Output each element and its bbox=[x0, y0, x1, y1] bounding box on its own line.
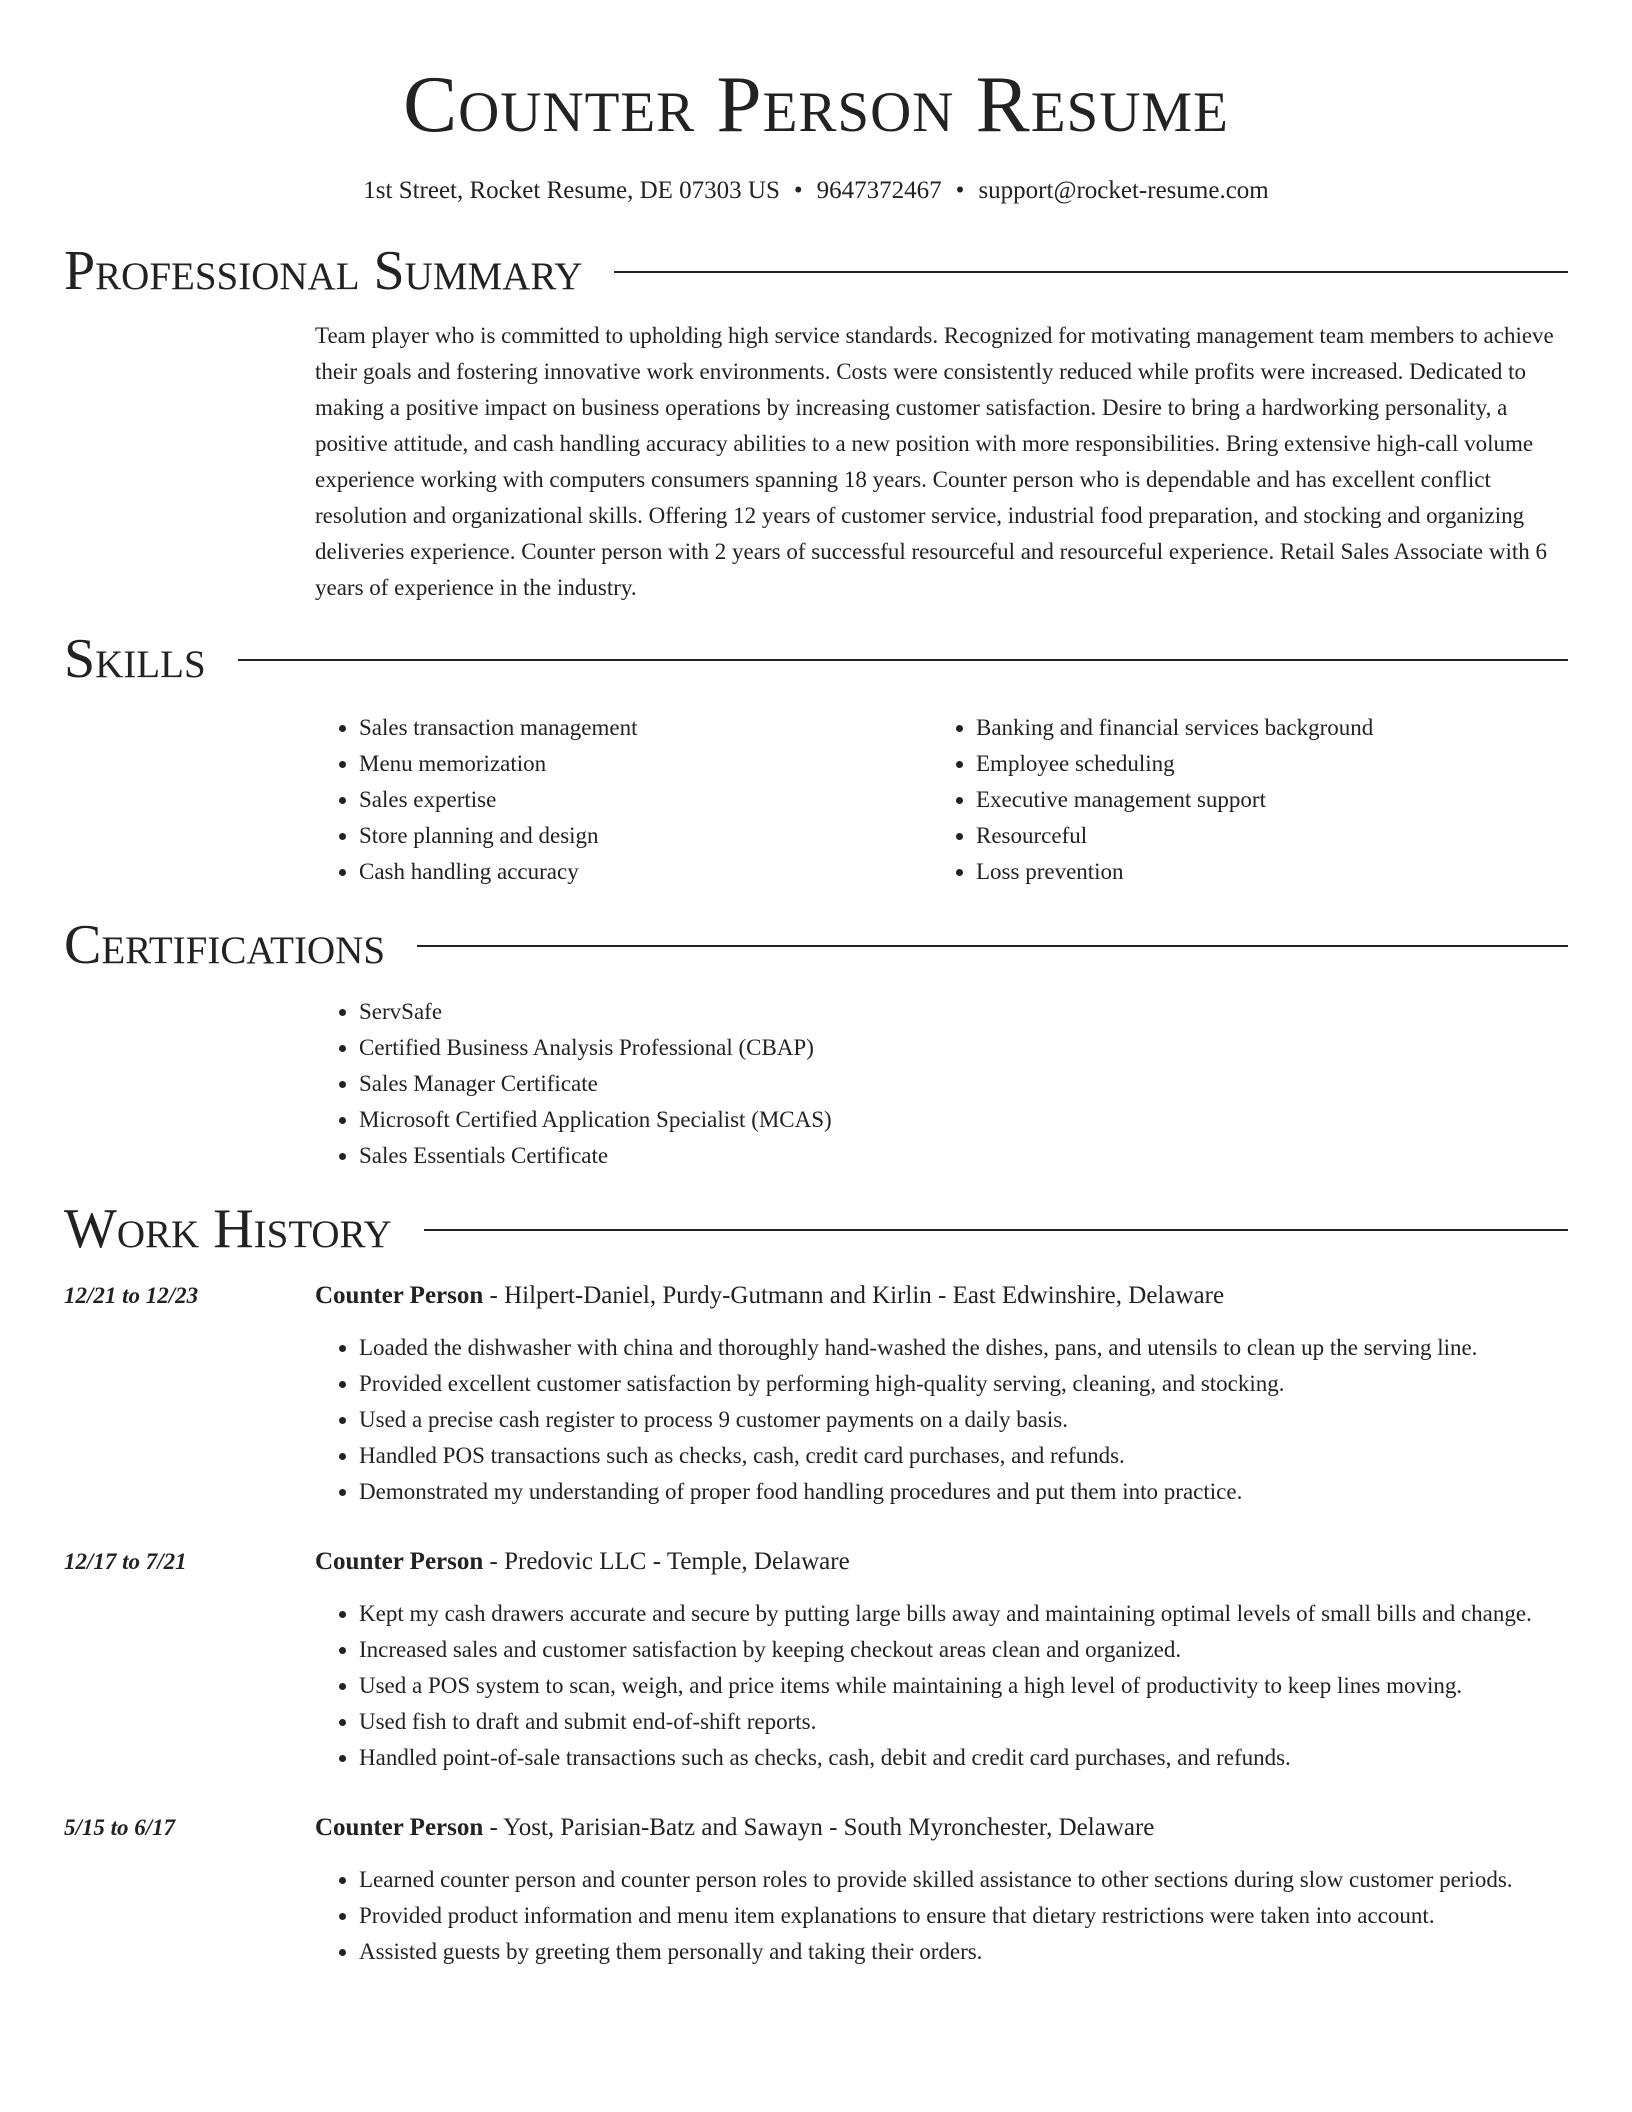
list-item: • Menu memorization bbox=[359, 746, 932, 782]
skills-section-header bbox=[64, 624, 1568, 694]
job-title: Counter Person bbox=[315, 1548, 484, 1575]
job-bullets bbox=[315, 1330, 1568, 1510]
job-bullets bbox=[315, 1862, 1568, 1970]
section-divider bbox=[417, 945, 1568, 947]
list-item: • Sales Manager Certificate bbox=[359, 1066, 1568, 1102]
list-item: • Resourceful bbox=[976, 818, 1549, 854]
job-company: - Predovic LLC - Temple, Delaware bbox=[483, 1548, 850, 1575]
summary-heading: Professional Summary bbox=[64, 240, 583, 302]
job-details bbox=[315, 1810, 1568, 1970]
job-title-line bbox=[315, 1810, 1568, 1846]
summary-section bbox=[315, 318, 1568, 606]
work-history-heading: Work History bbox=[64, 1198, 392, 1260]
list-item: • ServSafe bbox=[359, 994, 1568, 1030]
list-item: • Used a precise cash register to process 9 customer payments on a daily basis. bbox=[359, 1402, 1568, 1438]
job-title-line bbox=[315, 1278, 1568, 1314]
summary-text: Team player who is committed to upholding high service standards. Recognized for motivating management team members to achieve their goals and fostering innovative work environments. Costs were consistently reduced while profits were increased. Dedicated to making a positive impact on business operations by increasing customer satisfaction. Desire to bring a hardworking personality, a positive attitude, and cash handling accuracy abilities to a new position with more responsibilities. Bring extensive high-call volume experience working with computers consumers spanning 18 years. Counter person who is dependable and has excellent conflict resolution and organizational skills. Offering 12 years of customer service, industrial food preparation, and stocking and organizing deliveries experience. Counter person with 2 years of successful resourceful and resourceful experience. Retail Sales Associate with 6 years of experience in the industry. bbox=[315, 323, 1554, 600]
job-company: - Hilpert-Daniel, Purdy-Gutmann and Kirlin - East Edwinshire, Delaware bbox=[483, 1282, 1225, 1309]
contact-separator: • bbox=[955, 177, 965, 204]
contact-line bbox=[64, 174, 1568, 208]
contact-phone: 9647372467 bbox=[816, 177, 942, 204]
list-item: • Assisted guests by greeting them personally and taking their orders. bbox=[359, 1934, 1568, 1970]
work-history-section-header bbox=[64, 1194, 1568, 1264]
list-item: • Demonstrated my understanding of proper food handling procedures and put them into practice. bbox=[359, 1474, 1568, 1510]
list-item: • Handled point-of-sale transactions such as checks, cash, debit and credit card purchases, and refunds. bbox=[359, 1740, 1568, 1776]
job-entry bbox=[64, 1278, 1568, 1510]
certifications-section bbox=[315, 994, 1568, 1174]
list-item: • Store planning and design bbox=[359, 818, 932, 854]
certifications-list bbox=[315, 994, 1568, 1174]
list-item: • Cash handling accuracy bbox=[359, 854, 932, 890]
list-item: • Sales expertise bbox=[359, 782, 932, 818]
list-item: • Loss prevention bbox=[976, 854, 1549, 890]
list-item: • Microsoft Certified Application Specialist (MCAS) bbox=[359, 1102, 1568, 1138]
job-title: Counter Person bbox=[315, 1814, 484, 1841]
resume-page bbox=[64, 0, 1568, 1970]
job-title: Counter Person bbox=[315, 1282, 484, 1309]
list-item: • Sales Essentials Certificate bbox=[359, 1138, 1568, 1174]
contact-separator: • bbox=[793, 177, 803, 204]
section-divider bbox=[614, 271, 1568, 273]
list-item: • Kept my cash drawers accurate and secure by putting large bills away and maintaining optimal levels of small bills and change. bbox=[359, 1596, 1568, 1632]
section-divider bbox=[238, 659, 1568, 661]
list-item: • Executive management support bbox=[976, 782, 1549, 818]
list-item: • Employee scheduling bbox=[976, 746, 1549, 782]
summary-section-header bbox=[64, 236, 1568, 306]
list-item: • Sales transaction management bbox=[359, 710, 932, 746]
contact-email: support@rocket-resume.com bbox=[978, 177, 1269, 204]
list-item: • Increased sales and customer satisfaction by keeping checkout areas clean and organized. bbox=[359, 1632, 1568, 1668]
job-dates: 12/21 to 12/23 bbox=[64, 1283, 199, 1308]
job-title-line bbox=[315, 1544, 1568, 1580]
list-item: • Handled POS transactions such as checks, cash, credit card purchases, and refunds. bbox=[359, 1438, 1568, 1474]
list-item: • Learned counter person and counter person roles to provide skilled assistance to other sections during slow customer periods. bbox=[359, 1862, 1568, 1898]
job-dates: 5/15 to 6/17 bbox=[64, 1815, 176, 1840]
skills-grid bbox=[315, 710, 1568, 890]
skills-heading: Skills bbox=[64, 628, 206, 690]
list-item: • Certified Business Analysis Professional (CBAP) bbox=[359, 1030, 1568, 1066]
skills-list-left bbox=[315, 710, 932, 890]
job-dates: 12/17 to 7/21 bbox=[64, 1549, 187, 1574]
job-bullets bbox=[315, 1596, 1568, 1776]
job-details bbox=[315, 1278, 1568, 1510]
list-item: • Loaded the dishwasher with china and thoroughly hand-washed the dishes, pans, and utensils to clean up the serving line. bbox=[359, 1330, 1568, 1366]
skills-list-right bbox=[932, 710, 1549, 890]
list-item: • Provided excellent customer satisfaction by performing high-quality serving, cleaning, and stocking. bbox=[359, 1366, 1568, 1402]
list-item: • Banking and financial services background bbox=[976, 710, 1549, 746]
section-divider bbox=[424, 1229, 1568, 1231]
job-company: - Yost, Parisian-Batz and Sawayn - South Myronchester, Delaware bbox=[483, 1814, 1155, 1841]
page-title: Counter Person Resume bbox=[403, 59, 1229, 149]
list-item: • Used fish to draft and submit end-of-shift reports. bbox=[359, 1704, 1568, 1740]
certifications-heading: Certifications bbox=[64, 914, 386, 976]
list-item: • Provided product information and menu item explanations to ensure that dietary restrictions were taken into account. bbox=[359, 1898, 1568, 1934]
job-entry bbox=[64, 1810, 1568, 1970]
list-item: • Used a POS system to scan, weigh, and price items while maintaining a high level of productivity to keep lines moving. bbox=[359, 1668, 1568, 1704]
contact-address: 1st Street, Rocket Resume, DE 07303 US bbox=[363, 177, 780, 204]
certifications-section-header bbox=[64, 910, 1568, 980]
job-details bbox=[315, 1544, 1568, 1776]
job-entry bbox=[64, 1544, 1568, 1776]
skills-section bbox=[315, 710, 1568, 890]
